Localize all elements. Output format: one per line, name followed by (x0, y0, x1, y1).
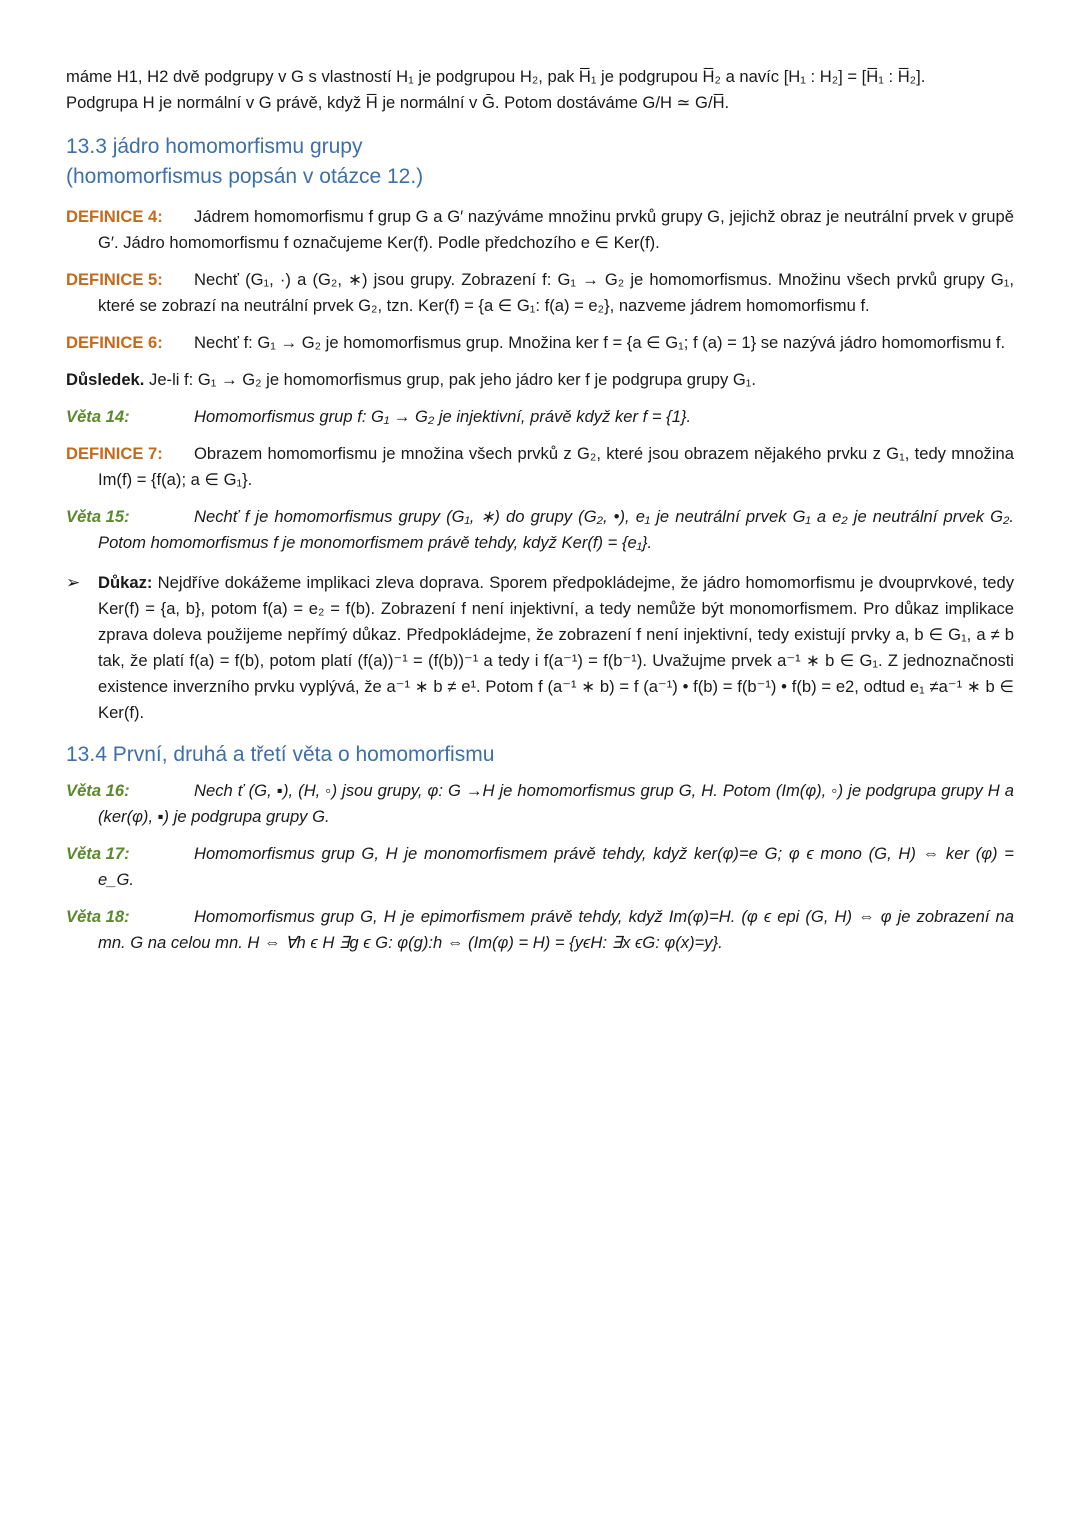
definition-6-label: DEFINICE 6: (66, 333, 163, 352)
section-13-3-subtitle: (homomorfismus popsán v otázce 12.) (66, 165, 424, 188)
definition-6 (66, 330, 1014, 356)
theorem-17 (66, 841, 1014, 893)
intro-paragraph (66, 64, 1014, 116)
proof-block (66, 570, 1014, 726)
theorem-18 (66, 904, 1014, 956)
definition-6-text: Nechť f: G₁ → G₂ je homomorfismus grup. Množina ker f = {a ∈ G₁; f (a) = 1} se nazývá jádro homomorfismu f. (194, 333, 1006, 352)
definition-4-text: Jádrem homomorfismu f grup G a G′ nazýváme množinu prvků grupy G, jejichž obraz je neutrální prvek v grupě G′. Jádro homomorfismu f označujeme Ker(f). Podle předchozího e ∈ Ker(f). (98, 207, 1014, 252)
arrow-bullet-icon: ➢ (66, 573, 81, 592)
page-content (66, 64, 1014, 956)
corollary (66, 367, 1014, 393)
proof-label: Důkaz: (98, 573, 153, 592)
section-13-3-title: 13.3 jádro homomorfismu grupy (66, 135, 363, 158)
intro-line-1: máme H1, H2 dvě podgrupy v G s vlastností H₁ je podgrupou H₂, pak H̅₁ je podgrupou H̅₂ a navíc [H₁ : H₂] = [H̅₁ : H̅₂]. (66, 67, 926, 86)
definition-5-label: DEFINICE 5: (66, 270, 163, 289)
theorem-18-text: Homomorfismus grup G, H je epimorfismem právě tehdy, když Im(φ)=H. (φ ϵ epi (G, H) ⇔ φ je zobrazení na mn. G na celou mn. H ⇔ ∀h ϵ H ∃g ϵ G: φ(g):h ⇔ (Im(φ) = H) = {yϵH: ∃x ϵG: φ(x)=y}. (98, 907, 1014, 952)
theorem-18-label: Věta 18: (66, 907, 130, 926)
proof-paragraph (98, 570, 1014, 726)
intro-line-2: Podgrupa H je normální v G právě, když H̅ je normální v Ḡ. Potom dostáváme G/H ≃ G/H̅. (66, 93, 730, 112)
definition-5 (66, 267, 1014, 319)
section-13-4-title: 13.4 První, druhá a třetí věta o homomorfismu (66, 743, 495, 766)
definition-7-label: DEFINICE 7: (66, 444, 163, 463)
definition-7-text: Obrazem homomorfismu je množina všech prvků z G₂, které jsou obrazem nějakého prvku z G₁, tedy množina Im(f) = {f(a); a ∈ G₁}. (98, 444, 1014, 489)
theorem-14 (66, 404, 1014, 430)
theorem-17-text: Homomorfismus grup G, H je monomorfismem právě tehdy, když ker(φ)=e G; φ ϵ mono (G, H) ⇔ ker (φ) = e_G. (98, 844, 1014, 889)
section-13-3-header (66, 132, 1014, 192)
definition-4 (66, 204, 1014, 256)
corollary-label: Důsledek. (66, 370, 145, 389)
theorem-15-text: Nechť f je homomorfismus grupy (G₁, ∗) do grupy (G₂, •), e₁ je neutrální prvek G₁ a e₂ je neutrální prvek G₂. Potom homomorfismus f je monomorfismem právě tehdy, když Ker(f) = {e₁}. (98, 507, 1014, 552)
theorem-15-label: Věta 15: (66, 507, 130, 526)
corollary-text: Je-li f: G₁ → G₂ je homomorfismus grup, pak jeho jádro ker f je podgrupa grupy G₁. (144, 370, 756, 389)
definition-5-text: Nechť (G₁, ·) a (G₂, ∗) jsou grupy. Zobrazení f: G₁ → G₂ je homomorfismus. Množinu všech prvků grupy G₁, které se zobrazí na neutrální prvek G₂, tzn. Ker(f) = {a ∈ G₁: f(a) = e₂}, nazveme jádrem homomorfismu f. (98, 270, 1014, 315)
theorem-16-label: Věta 16: (66, 781, 130, 800)
theorem-16 (66, 778, 1014, 830)
theorem-16-text: Nech ť (G, ▪), (H, ◦) jsou grupy, φ: G →H je homomorfismus grup G, H. Potom (Im(φ), ◦) je podgrupa grupy H a (ker(φ), ▪) je podgrupa grupy G. (98, 781, 1014, 826)
theorem-14-label: Věta 14: (66, 407, 130, 426)
definition-4-label: DEFINICE 4: (66, 207, 163, 226)
proof-text: Nejdříve dokážeme implikaci zleva doprava. Sporem předpokládejme, že jádro homomorfismu je dvouprvkové, tedy Ker(f) = {a, b}, potom f(a) = e₂ = f(b). Zobrazení f není injektivní, a tedy nemůže být monomorfismem. Pro důkaz implikace zprava doleva použijeme nepřímý důkaz. Předpokládejme, že zobrazení f není injektivní, tedy existují prvky a, b ∈ G₁, a ≠ b tak, že platí f(a) = f(b), potom platí (f(a))⁻¹ = (f(b))⁻¹ a tedy i f(a⁻¹) = f(b⁻¹). Uvažujme prvek a⁻¹ ∗ b ∈ G₁. Z jednoznačnosti existence inverzního prvku vyplývá, že a⁻¹ ∗ b ≠ e¹. Potom f (a⁻¹ ∗ b) = f (a⁻¹) • f(b) = f(b⁻¹) • f(b) = e2, odtud e₁ ≠a⁻¹ ∗ b ∈ Ker(f). (98, 573, 1014, 722)
theorem-15 (66, 504, 1014, 556)
definition-7 (66, 441, 1014, 493)
theorem-17-label: Věta 17: (66, 844, 130, 863)
theorem-14-text: Homomorfismus grup f: G₁ → G₂ je injektivní, právě když ker f = {1}. (194, 407, 692, 426)
